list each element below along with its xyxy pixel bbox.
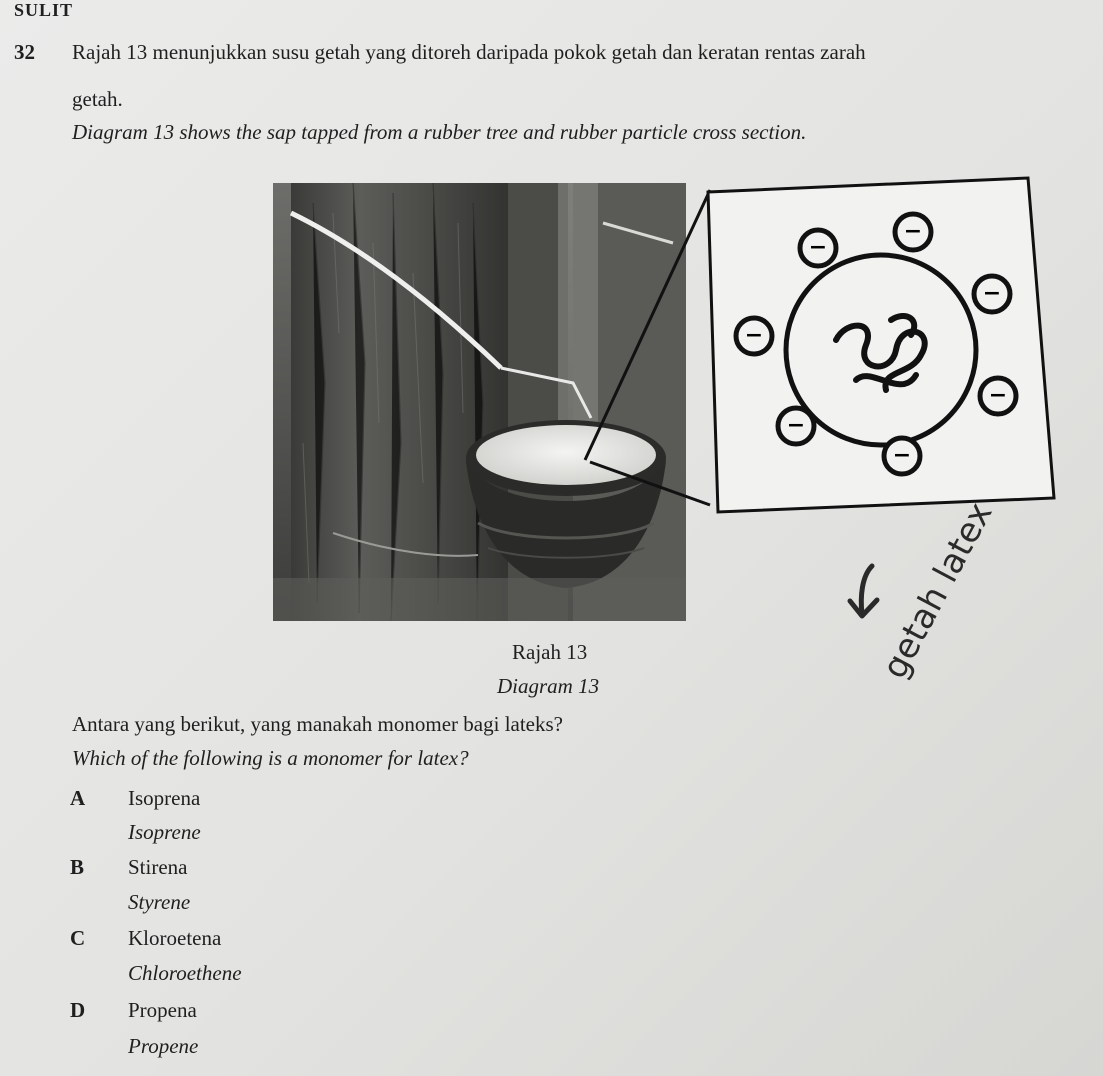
negative-charge: − [808, 235, 828, 260]
zoom-guide-lines [560, 170, 730, 510]
handwritten-note-text: getah latex [874, 496, 1001, 686]
prompt-malay: Antara yang berikut, yang manakah monomer bagi lateks? [72, 712, 563, 736]
figure-caption-malay: Rajah 13 [512, 640, 588, 664]
negative-charge: − [982, 281, 1002, 306]
negative-charge: − [744, 323, 764, 348]
question-stem-english: Diagram 13 shows the sap tapped from a rubber tree and rubber particle cross section. [72, 120, 807, 144]
option-b-letter[interactable]: B [70, 855, 85, 879]
option-a-malay[interactable]: Isoprena [128, 786, 201, 810]
option-d-english[interactable]: Propene [128, 1034, 199, 1058]
figure-caption-english: Diagram 13 [497, 674, 600, 698]
negative-charge: − [786, 413, 806, 438]
option-c-english[interactable]: Chloroethene [128, 961, 242, 985]
question-stem-malay-line2: getah. [72, 87, 123, 111]
rubber-particle-cross-section [706, 170, 1066, 520]
page-header: SULIT [14, 0, 74, 20]
prompt-english: Which of the following is a monomer for latex? [72, 746, 469, 770]
option-a-letter[interactable]: A [70, 786, 86, 810]
negative-charge: − [892, 443, 912, 468]
option-d-malay[interactable]: Propena [128, 998, 197, 1022]
question-stem-malay-line1: Rajah 13 menunjukkan susu getah yang ditoreh daripada pokok getah dan keratan rentas zarah [72, 40, 866, 64]
option-b-malay[interactable]: Stirena [128, 855, 188, 879]
option-c-letter[interactable]: C [70, 926, 86, 950]
question-number: 32 [14, 40, 35, 64]
option-a-english[interactable]: Isoprene [128, 820, 201, 844]
negative-charge: − [903, 219, 923, 244]
option-b-english[interactable]: Styrene [128, 890, 191, 914]
option-d-letter[interactable]: D [70, 998, 86, 1022]
negative-charge: − [988, 383, 1008, 408]
handwritten-annotation [832, 496, 1062, 696]
option-c-malay[interactable]: Kloroetena [128, 926, 222, 950]
